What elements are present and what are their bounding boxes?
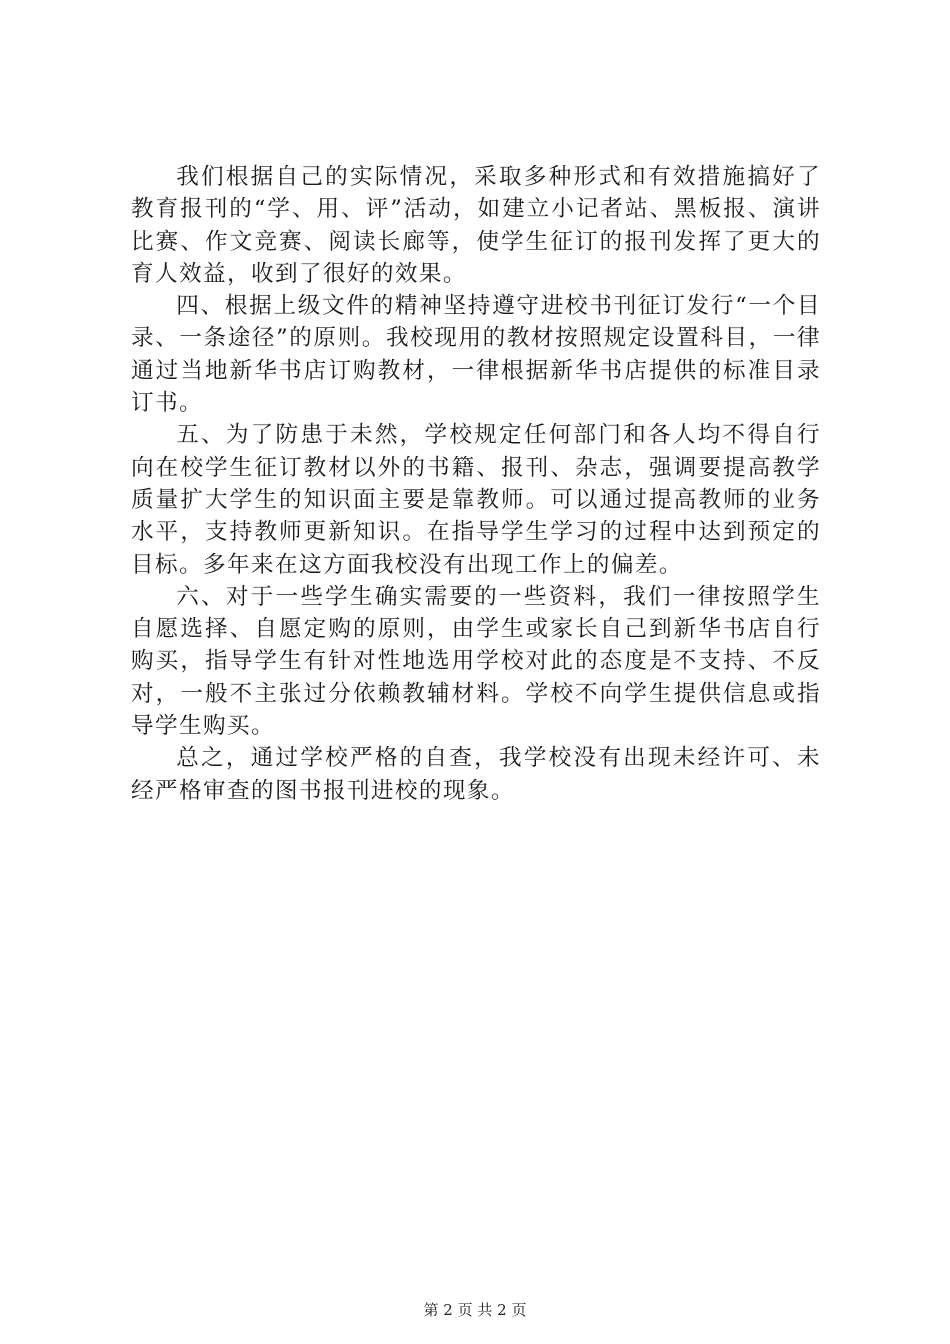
paragraph-item-five: 五、为了防患于未然，学校规定任何部门和各人均不得自行向在校学生征订教材以外的书籍、报刊、杂志，强调要提高教学质量扩大学生的知识面主要是靠教师。可以通过提高教师的业务水平，支持教师更新知识。在指导学生学习的过程中达到预定的目标。多年来在这方面我校没有出现工作上的偏差。 xyxy=(131,422,821,578)
paragraph-activities: 我们根据自己的实际情况，采取多种形式和有效措施搞好了教育报刊的“学、用、评”活动，如建立小记者站、黑板报、演讲比赛、作文竞赛、阅读长廊等，使学生征订的报刊发挥了更大的育人效益，收到了很好的效果。 xyxy=(131,164,821,287)
body-text xyxy=(131,161,821,807)
paragraph-item-four: 四、根据上级文件的精神坚持遵守进校书刊征订发行“一个目录、一条途径”的原则。我校现用的教材按照规定设置科目，一律通过当地新华书店订购教材，一律根据新华书店提供的标准目录订书。 xyxy=(131,293,821,417)
paragraph-conclusion: 总之，通过学校严格的自查，我学校没有出现未经许可、未经严格审查的图书报刊进校的现象。 xyxy=(131,745,821,804)
paragraph-item-six: 六、对于一些学生确实需要的一些资料，我们一律按照学生自愿选择、自愿定购的原则，由学生或家长自己到新华书店自行购买，指导学生有针对性地选用学校对此的态度是不支持、不反对，一般不主张过分依赖教辅材料。学校不向学生提供信息或指导学生购买。 xyxy=(131,583,821,740)
page-number-footer: 第 2 页 共 2 页 xyxy=(423,1301,527,1319)
